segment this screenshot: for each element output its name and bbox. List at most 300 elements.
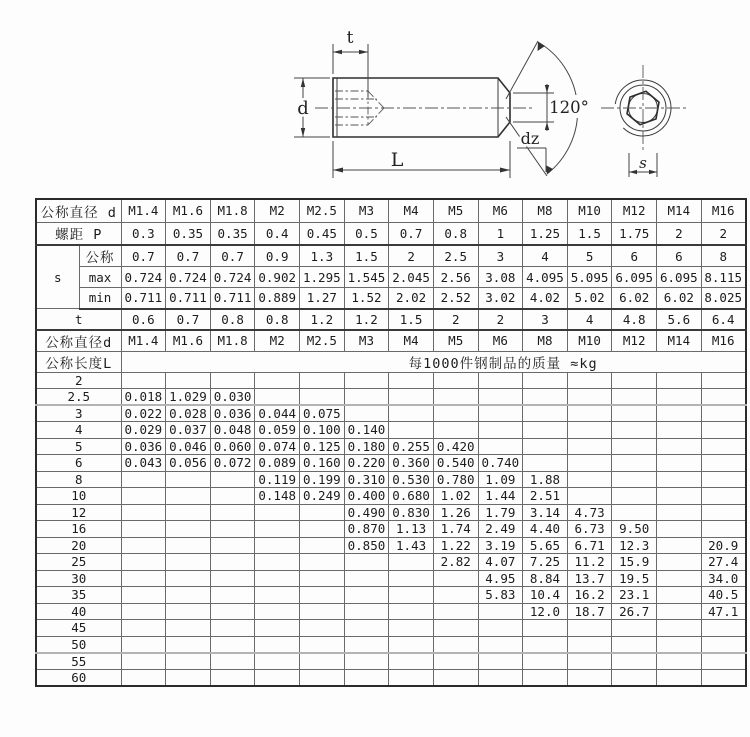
s-min-value: 3.02 [478, 288, 523, 309]
weight-cell: 18.7 [567, 603, 612, 620]
weight-cell: 6.71 [567, 537, 612, 554]
s-min-value: 6.02 [612, 288, 657, 309]
s-min-value: 0.711 [121, 288, 166, 309]
weight-cell: 1.43 [389, 537, 434, 554]
weight-cell: 0.022 [121, 405, 166, 422]
weight-cell [344, 554, 389, 571]
weight-cell [389, 554, 434, 571]
weight-cell [433, 653, 478, 670]
column-header: M10 [567, 199, 612, 222]
weight-cell [612, 488, 657, 505]
s-nominal-value: 0.7 [166, 245, 211, 267]
weight-row [36, 537, 746, 554]
weight-cell [166, 587, 211, 604]
weight-cell [567, 405, 612, 422]
weight-cell [567, 389, 612, 406]
weight-cell [701, 372, 746, 389]
weight-cell [478, 636, 523, 653]
weight-cell [344, 669, 389, 686]
weight-cell: 0.220 [344, 455, 389, 472]
pitch-value: 0.45 [300, 222, 345, 245]
weight-cell [657, 521, 702, 538]
weight-cell [166, 488, 211, 505]
weight-cell: 0.360 [389, 455, 434, 472]
weight-cell [121, 537, 166, 554]
weight-cell [121, 471, 166, 488]
weight-cell: 2.51 [523, 488, 568, 505]
weight-cell [121, 521, 166, 538]
weight-cell [166, 653, 211, 670]
weight-cell [701, 389, 746, 406]
weight-cell [210, 504, 255, 521]
weight-cell: 1.44 [478, 488, 523, 505]
weight-cell: 0.046 [166, 438, 211, 455]
s-nominal-value: 6 [612, 245, 657, 267]
length-value: 10 [36, 488, 121, 505]
mass-note: 每1000件钢制品的质量 ≈kg [121, 351, 746, 372]
s-max-value: 0.724 [210, 267, 255, 288]
weight-cell: 13.7 [567, 570, 612, 587]
weight-cell: 3.19 [478, 537, 523, 554]
weight-cell [300, 504, 345, 521]
s-nominal-value: 0.7 [121, 245, 166, 267]
weight-cell: 12.0 [523, 603, 568, 620]
weight-cell [255, 372, 300, 389]
weight-cell: 0.680 [389, 488, 434, 505]
weight-cell [478, 405, 523, 422]
t-value: 0.6 [121, 309, 166, 330]
weight-cell [255, 587, 300, 604]
weight-cell [567, 438, 612, 455]
weight-cell [389, 372, 434, 389]
column-header: M5 [433, 199, 478, 222]
pitch-value: 0.3 [121, 222, 166, 245]
pitch-value: 1.25 [523, 222, 568, 245]
weight-cell [612, 669, 657, 686]
pitch-value: 0.35 [166, 222, 211, 245]
weight-cell [433, 636, 478, 653]
weight-cell: 2.49 [478, 521, 523, 538]
weight-cell [389, 422, 434, 439]
weight-cell [612, 372, 657, 389]
column-header: M3 [344, 330, 389, 352]
weight-row [36, 587, 746, 604]
s-min-value: 0.711 [210, 288, 255, 309]
pitch-value: 0.5 [344, 222, 389, 245]
weight-cell [701, 405, 746, 422]
length-value: 12 [36, 504, 121, 521]
t-value: 1.2 [344, 309, 389, 330]
weight-cell [300, 372, 345, 389]
s-min-value: 1.52 [344, 288, 389, 309]
weight-cell: 0.870 [344, 521, 389, 538]
weight-cell [567, 620, 612, 637]
weight-cell [300, 570, 345, 587]
weight-cell: 0.249 [300, 488, 345, 505]
s-nominal-value: 2 [389, 245, 434, 267]
weight-cell [701, 653, 746, 670]
weight-cell [657, 372, 702, 389]
weight-cell: 19.5 [612, 570, 657, 587]
weight-cell [389, 587, 434, 604]
length-value: 2 [36, 372, 121, 389]
weight-cell: 0.119 [255, 471, 300, 488]
column-header: M12 [612, 330, 657, 352]
weight-cell [478, 389, 523, 406]
s-min-value: 0.711 [166, 288, 211, 309]
weight-cell [166, 636, 211, 653]
s-min-value: 5.02 [567, 288, 612, 309]
dim-label-angle: 120° [549, 98, 589, 117]
pitch-value: 0.8 [433, 222, 478, 245]
weight-cell [255, 504, 300, 521]
column-header: M1.4 [121, 330, 166, 352]
t-value: 2 [433, 309, 478, 330]
weight-cell [344, 587, 389, 604]
t-value: 0.8 [255, 309, 300, 330]
s-max-value: 0.902 [255, 267, 300, 288]
weight-cell: 1.029 [166, 389, 211, 406]
length-value: 50 [36, 636, 121, 653]
row-s-min [36, 288, 746, 309]
row-mass-note [36, 351, 746, 372]
weight-cell [210, 653, 255, 670]
column-header: M8 [523, 330, 568, 352]
s-nominal-value: 0.9 [255, 245, 300, 267]
t-value: 0.8 [210, 309, 255, 330]
weight-row [36, 422, 746, 439]
weight-cell: 0.255 [389, 438, 434, 455]
column-header: M2 [255, 199, 300, 222]
weight-cell [210, 570, 255, 587]
row-label-s-min: min [79, 288, 121, 309]
s-nominal-value: 6 [657, 245, 702, 267]
weight-cell [612, 504, 657, 521]
weight-cell [255, 521, 300, 538]
t-value: 6.4 [701, 309, 746, 330]
weight-cell [389, 636, 434, 653]
weight-cell [389, 570, 434, 587]
weight-cell [121, 587, 166, 604]
s-nominal-value: 1.5 [344, 245, 389, 267]
weight-cell: 0.180 [344, 438, 389, 455]
weight-cell [344, 653, 389, 670]
weight-cell: 0.490 [344, 504, 389, 521]
column-header: M10 [567, 330, 612, 352]
weight-cell [210, 620, 255, 637]
weight-cell [657, 636, 702, 653]
weight-cell [612, 620, 657, 637]
technical-drawing [0, 0, 750, 198]
weight-cell: 0.780 [433, 471, 478, 488]
dimension-L [333, 141, 510, 178]
s-max-value: 6.095 [657, 267, 702, 288]
weight-cell [210, 669, 255, 686]
weight-cell [433, 405, 478, 422]
column-header: M4 [389, 330, 434, 352]
weight-cell [567, 471, 612, 488]
weight-cell: 0.060 [210, 438, 255, 455]
length-value: 3 [36, 405, 121, 422]
dim-label-t: t [346, 28, 354, 48]
weight-cell [255, 620, 300, 637]
weight-cell [657, 537, 702, 554]
column-header: M1.6 [166, 199, 211, 222]
weight-cell: 1.22 [433, 537, 478, 554]
row-label-s: s [36, 245, 79, 309]
weight-cell: 40.5 [701, 587, 746, 604]
row-s-max [36, 267, 746, 288]
weight-cell [701, 669, 746, 686]
row-label-diameter: 公称直径 d [36, 199, 121, 222]
column-header: M1.4 [121, 199, 166, 222]
column-header: M3 [344, 199, 389, 222]
weight-cell [121, 570, 166, 587]
weight-cell [300, 554, 345, 571]
column-header: M2.5 [300, 330, 345, 352]
t-value: 4 [567, 309, 612, 330]
s-min-value: 6.02 [657, 288, 702, 309]
weight-cell [567, 455, 612, 472]
s-nominal-value: 2.5 [433, 245, 478, 267]
weight-cell [300, 537, 345, 554]
weight-cell [657, 405, 702, 422]
weight-cell [701, 636, 746, 653]
column-header: M5 [433, 330, 478, 352]
weight-cell [612, 405, 657, 422]
dim-label-s: s [639, 154, 647, 172]
weight-cell [657, 603, 702, 620]
weight-cell [701, 620, 746, 637]
weight-row [36, 389, 746, 406]
weight-cell [344, 636, 389, 653]
weight-cell [255, 636, 300, 653]
weight-cell: 1.02 [433, 488, 478, 505]
weight-row [36, 455, 746, 472]
end-view [601, 65, 686, 177]
weight-cell: 4.73 [567, 504, 612, 521]
weight-cell [300, 603, 345, 620]
s-min-value: 0.889 [255, 288, 300, 309]
dimension-t [333, 28, 368, 97]
weight-cell [255, 653, 300, 670]
weight-cell: 2.82 [433, 554, 478, 571]
weight-cell: 0.850 [344, 537, 389, 554]
weight-cell [701, 471, 746, 488]
weight-cell [166, 504, 211, 521]
column-header: M2 [255, 330, 300, 352]
row-pitch [36, 222, 746, 245]
weight-cell [255, 570, 300, 587]
weight-cell [701, 504, 746, 521]
column-header: M16 [701, 199, 746, 222]
weight-cell [701, 488, 746, 505]
weight-row [36, 636, 746, 653]
weight-cell [657, 587, 702, 604]
pitch-value: 0.4 [255, 222, 300, 245]
weight-row [36, 653, 746, 670]
length-value: 25 [36, 554, 121, 571]
weight-cell [344, 389, 389, 406]
weight-cell [612, 471, 657, 488]
weight-cell [255, 603, 300, 620]
row-label-pitch: 螺距 P [36, 222, 121, 245]
length-value: 6 [36, 455, 121, 472]
length-value: 8 [36, 471, 121, 488]
weight-cell [210, 488, 255, 505]
weight-cell: 10.4 [523, 587, 568, 604]
weight-row [36, 488, 746, 505]
weight-cell: 0.072 [210, 455, 255, 472]
row-label-t: t [36, 309, 121, 330]
weight-cell: 1.88 [523, 471, 568, 488]
weight-row [36, 521, 746, 538]
weight-cell [612, 455, 657, 472]
weight-cell: 0.310 [344, 471, 389, 488]
weight-cell [210, 636, 255, 653]
weight-cell [657, 471, 702, 488]
weight-cell [166, 570, 211, 587]
s-nominal-value: 8 [701, 245, 746, 267]
weight-cell [612, 438, 657, 455]
length-value: 4 [36, 422, 121, 439]
weight-cell [657, 438, 702, 455]
t-value: 1.5 [389, 309, 434, 330]
weight-cell [389, 389, 434, 406]
weight-cell [166, 471, 211, 488]
weight-cell: 0.044 [255, 405, 300, 422]
weight-cell: 0.030 [210, 389, 255, 406]
weight-cell: 0.043 [121, 455, 166, 472]
weight-cell: 0.530 [389, 471, 434, 488]
weight-cell [657, 422, 702, 439]
column-header: M6 [478, 330, 523, 352]
weight-cell [701, 422, 746, 439]
column-header: M12 [612, 199, 657, 222]
weight-cell [701, 455, 746, 472]
weight-cell: 0.740 [478, 455, 523, 472]
weight-cell: 0.148 [255, 488, 300, 505]
column-header: M14 [657, 330, 702, 352]
length-value: 45 [36, 620, 121, 637]
weight-row [36, 554, 746, 571]
weight-cell [300, 620, 345, 637]
weight-cell: 0.075 [300, 405, 345, 422]
s-max-value: 1.545 [344, 267, 389, 288]
weight-cell: 11.2 [567, 554, 612, 571]
weight-cell [210, 471, 255, 488]
column-header: M6 [478, 199, 523, 222]
s-min-value: 1.27 [300, 288, 345, 309]
side-view [294, 28, 590, 178]
s-max-value: 2.045 [389, 267, 434, 288]
weight-cell [121, 504, 166, 521]
weight-cell [523, 422, 568, 439]
weight-cell [121, 620, 166, 637]
weight-row [36, 372, 746, 389]
weight-cell: 9.50 [612, 521, 657, 538]
pitch-value: 2 [701, 222, 746, 245]
weight-cell [210, 554, 255, 571]
pitch-value: 1 [478, 222, 523, 245]
weight-cell [300, 521, 345, 538]
weight-cell: 0.100 [300, 422, 345, 439]
weight-cell [255, 389, 300, 406]
dim-label-dz: dz [520, 129, 540, 148]
length-value: 20 [36, 537, 121, 554]
weight-cell: 34.0 [701, 570, 746, 587]
length-value: 40 [36, 603, 121, 620]
weight-cell [344, 372, 389, 389]
weight-row [36, 504, 746, 521]
pitch-value: 0.35 [210, 222, 255, 245]
weight-cell [344, 405, 389, 422]
weight-cell: 0.028 [166, 405, 211, 422]
weight-cell: 26.7 [612, 603, 657, 620]
weight-cell [166, 554, 211, 571]
pitch-value: 2 [657, 222, 702, 245]
weight-cell [121, 653, 166, 670]
s-nominal-value: 1.3 [300, 245, 345, 267]
weight-cell: 0.160 [300, 455, 345, 472]
dimension-s [629, 153, 657, 177]
weight-cell [701, 438, 746, 455]
weight-cell [255, 554, 300, 571]
length-value: 60 [36, 669, 121, 686]
weight-cell: 0.830 [389, 504, 434, 521]
row-label-s-nominal: 公称 [79, 245, 121, 267]
s-nominal-value: 3 [478, 245, 523, 267]
column-header: M14 [657, 199, 702, 222]
weight-cell [255, 669, 300, 686]
row-s-nominal [36, 245, 746, 267]
length-value: 5 [36, 438, 121, 455]
s-nominal-value: 5 [567, 245, 612, 267]
weight-cell [612, 389, 657, 406]
dimension-d [294, 78, 330, 137]
s-max-value: 4.095 [523, 267, 568, 288]
weight-cell [121, 554, 166, 571]
weight-cell [567, 653, 612, 670]
dim-label-d: d [297, 98, 309, 119]
weight-rows [36, 372, 746, 686]
weight-row [36, 405, 746, 422]
weight-row [36, 620, 746, 637]
weight-cell [433, 587, 478, 604]
weight-cell: 4.07 [478, 554, 523, 571]
weight-cell [567, 422, 612, 439]
weight-cell [567, 669, 612, 686]
row-label-diameter2: 公称直径d [36, 330, 121, 352]
weight-cell [478, 603, 523, 620]
column-header: M1.6 [166, 330, 211, 352]
t-value: 4.8 [612, 309, 657, 330]
weight-cell [523, 372, 568, 389]
spec-table [35, 198, 747, 687]
weight-cell [612, 636, 657, 653]
weight-cell [567, 372, 612, 389]
weight-row [36, 471, 746, 488]
weight-cell [210, 587, 255, 604]
dimension-angle-120 [506, 41, 590, 176]
t-value: 3 [523, 309, 568, 330]
t-value: 1.2 [300, 309, 345, 330]
weight-cell: 8.84 [523, 570, 568, 587]
weight-cell: 20.9 [701, 537, 746, 554]
weight-cell [255, 537, 300, 554]
weight-cell [433, 570, 478, 587]
column-header: M8 [523, 199, 568, 222]
